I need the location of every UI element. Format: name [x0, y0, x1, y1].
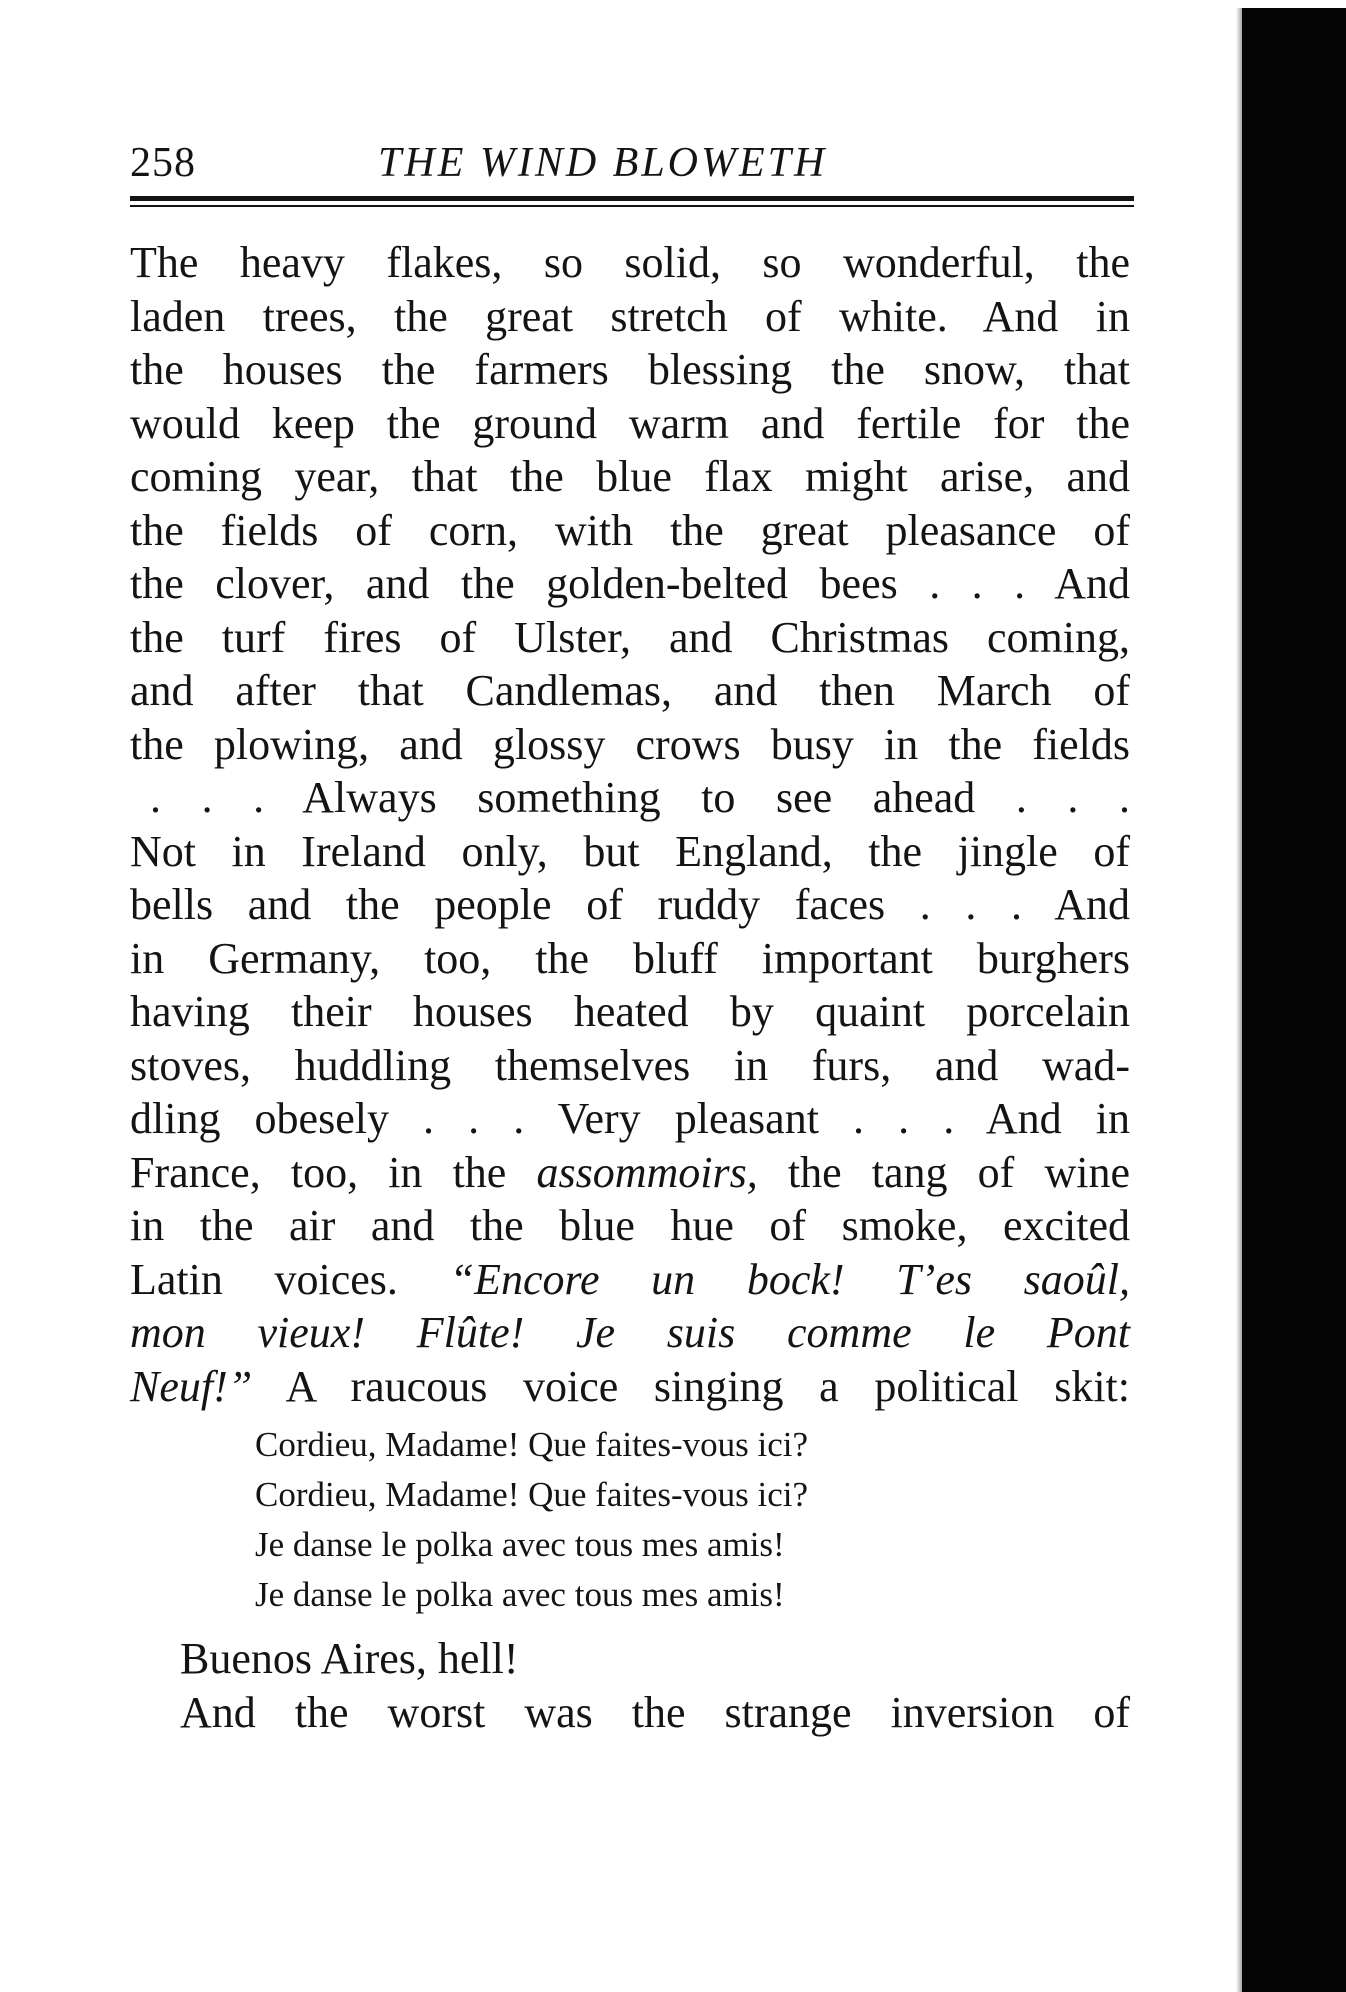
text-line: in Germany, too, the bluff important burghers: [130, 933, 1130, 983]
text-line: the clover, and the golden-belted bees . . . And: [130, 559, 1130, 608]
italic-word: assommoirs,: [536, 1147, 758, 1197]
text-line: And the worst was the strange inversion of: [180, 1688, 1130, 1737]
text-segment: A raucous voice singing a political skit:: [252, 1361, 1130, 1411]
running-title: THE WIND BLOWETH: [378, 140, 828, 186]
text-segment: the tang of wine: [757, 1147, 1130, 1197]
text-line: the houses the farmers blessing the snow, that: [130, 345, 1130, 394]
running-head: [130, 138, 1130, 188]
verse-line: Cordieu, Madame! Que faites-vous ici?: [255, 1475, 809, 1514]
text-segment: Latin voices.: [130, 1254, 450, 1304]
text-line: Not in Ireland only, but England, the jingle of: [130, 826, 1130, 876]
text-line: [130, 1360, 1130, 1414]
text-line: stoves, huddling themselves in furs, and wad-: [130, 1040, 1130, 1090]
french-quote: Neuf!”: [130, 1361, 253, 1411]
text-line: the fields of corn, with the great pleasance of: [130, 505, 1130, 555]
text-line: the plowing, and glossy crows busy in the fields: [130, 719, 1130, 769]
text-line: would keep the ground warm and fertile for the: [130, 398, 1130, 448]
text-line: dling obesely . . . Very pleasant . . . And in: [130, 1094, 1130, 1143]
header-rule-thin: [130, 205, 1134, 207]
french-quote-line: mon vieux! Flûte! Je suis comme le Pont: [130, 1308, 1130, 1357]
text-line: The heavy flakes, so solid, so wonderful, the: [130, 238, 1130, 287]
text-line: [130, 1253, 1130, 1307]
french-quote: “Encore un bock! T’es saoûl,: [449, 1254, 1131, 1304]
scan-edge-shadow: [1242, 8, 1346, 1992]
text-segment: France, too, in the: [130, 1147, 507, 1197]
verse-line: Je danse le polka avec tous mes amis!: [255, 1575, 785, 1614]
page-number: 258: [130, 140, 196, 186]
closing-paragraph: [180, 1632, 1130, 1740]
text-line: bells and the people of ruddy faces . . . And: [130, 880, 1130, 929]
text-line: the turf fires of Ulster, and Christmas coming,: [130, 612, 1130, 662]
header-rule-thick: [130, 196, 1134, 201]
text-line: coming year, that the blue flax might arise, and: [130, 452, 1130, 501]
text-line: Buenos Aires, hell!: [180, 1634, 519, 1683]
text-line: . . . Always something to see ahead . . .: [150, 773, 1130, 822]
text-line: [130, 1146, 1130, 1200]
text-line: in the air and the blue hue of smoke, excited: [130, 1201, 1130, 1250]
verse-line: Je danse le polka avec tous mes amis!: [255, 1525, 785, 1564]
song-verse: [255, 1420, 1015, 1620]
text-line: laden trees, the great stretch of white. And in: [130, 291, 1130, 341]
body-paragraph: [130, 236, 1130, 1413]
text-line: having their houses heated by quaint porcelain: [130, 987, 1130, 1036]
verse-line: Cordieu, Madame! Que faites-vous ici?: [255, 1425, 809, 1464]
text-line: and after that Candlemas, and then March of: [130, 666, 1130, 715]
